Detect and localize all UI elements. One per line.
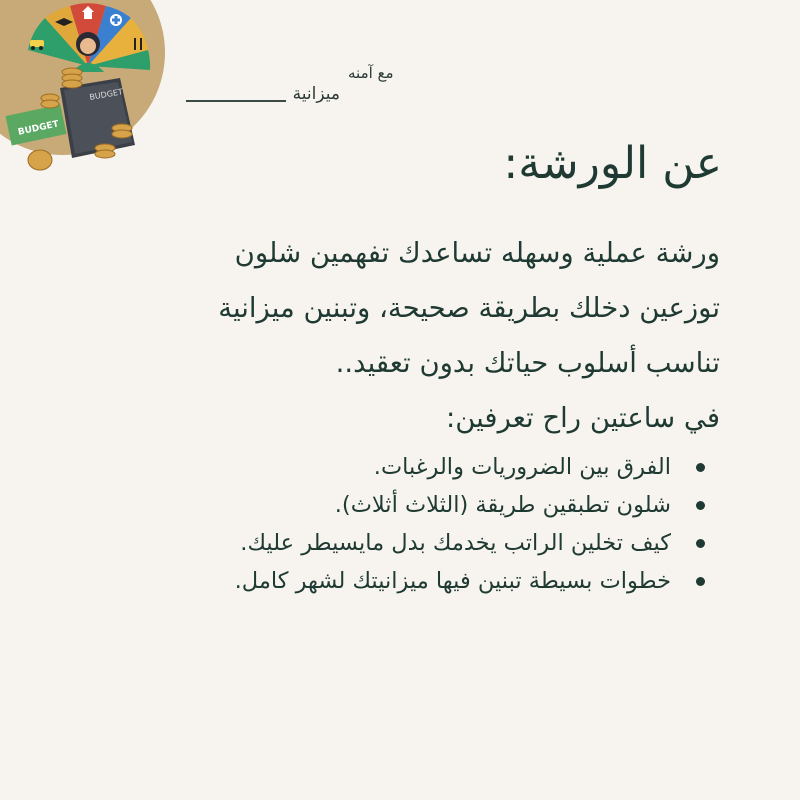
bullet-icon (696, 539, 705, 548)
intro-line: تناسب أسلوب حياتك بدون تعقيد.. (335, 347, 720, 379)
list-item (105, 524, 705, 562)
bullet-icon (696, 501, 705, 510)
brand-title: ميزانية (292, 84, 340, 104)
bullet-icon (696, 463, 705, 472)
list-item-text: شلون تطبقين طريقة (الثلاث أثلاث). (334, 492, 671, 518)
bullet-icon (696, 577, 705, 586)
brand-logo (150, 62, 394, 114)
intro-paragraph (70, 226, 720, 446)
medical-cross-icon (110, 14, 122, 26)
list-item-text: خطوات بسيطة تبنين فيها ميزانيتك لشهر كامل. (234, 568, 671, 594)
brand-subtitle: مع آمنه (348, 64, 394, 82)
list-item (105, 448, 705, 486)
budget-illustration (0, 0, 170, 190)
list-item (105, 562, 705, 600)
list-item-text: كيف تخلين الراتب يخدمك بدل مايسيطر عليك. (240, 530, 671, 556)
list-item (105, 486, 705, 524)
page-title: عن الورشة: (503, 138, 722, 189)
list-item-text: الفرق بين الضروريات والرغبات. (373, 454, 671, 480)
budget-banknote-icon (5, 105, 66, 146)
brand-underline (186, 100, 286, 102)
svg-text:BUDGET: BUDGET (88, 87, 124, 102)
intro-line: ورشة عملية وسهله تساعدك تفهمين شلون (234, 237, 720, 269)
intro-line: توزعين دخلك بطريقة صحيحة، وتبنين ميزانية (218, 292, 720, 324)
svg-text:BUDGET: BUDGET (17, 119, 60, 138)
learning-points-list (105, 448, 705, 600)
intro-line: في ساعتين راح تعرفين: (445, 402, 720, 434)
